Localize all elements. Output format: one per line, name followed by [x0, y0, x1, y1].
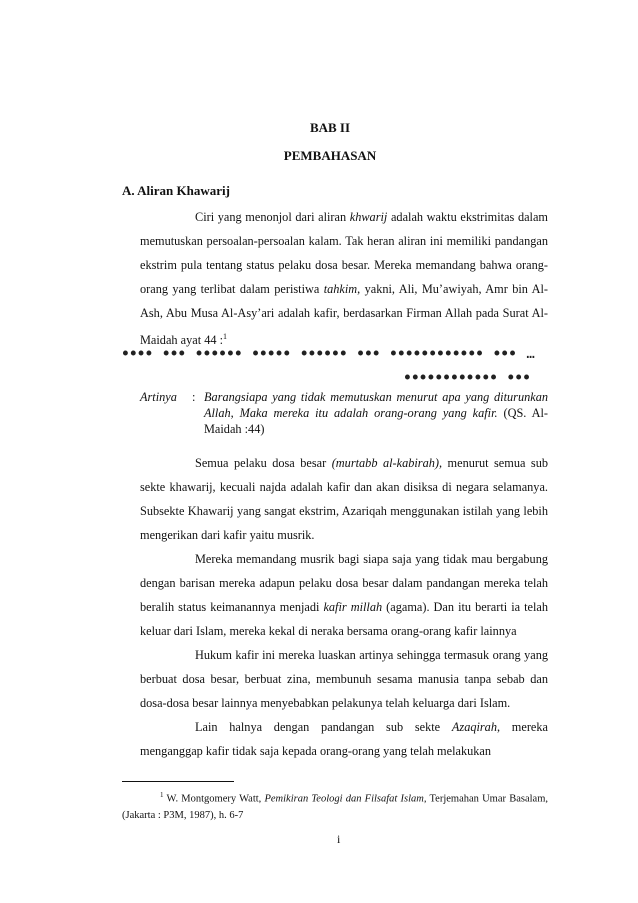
paragraph-4: Hukum kafir ini mereka luaskan artinya sehingga termasuk orang yang berbuat dosa besar, berbuat zina, membunuh sesama manusia tanpa sebab dan dosa-dosa besar lainnya menyebabkan pelakunya telah keluarga dari Islam. — [140, 648, 548, 710]
arabic-verse-line-2: ꔷꔷꔷꔷꔷꔷꔷꔷꔷꔷꔷꔷ ꔷꔷꔷ — [404, 370, 531, 386]
paragraph-1: Ciri yang menonjol dari aliran khwarij adalah waktu ekstrimitas dalam memutuskan persoalan-persoalan kalam. Tak heran aliran ini memiliki pandangan ekstrim pula tentang status pelaku dosa besar. Mereka memandang bahwa orang-orang yang terlibat dalam peristiwa tahkim, yakni, Ali, Mu’awiyah, Amr bin Al-Ash, Abu Musa Al-Asy’ari adalah kafir, berdasarkan Firman Allah pada Surat Al-Maidah ayat 44 :$^1$ — [140, 210, 549, 348]
translation-text: Barangsiapa yang tidak memutuskan menurut apa yang diturunkan Allah, Maka mereka itu adalah orang-orang yang kafir. (QS. Al-Maidah :44) — [204, 390, 548, 436]
section-heading: A. Aliran Khawarij — [122, 183, 230, 198]
translation-label: Artinya — [140, 390, 177, 404]
footnote: $^1$ W. Montgomery Watt, Pemikiran Teologi dan Filsafat Islam, Terjemahan Umar Basalam, (Jakarta : P3M, 1987), h. 6-7 — [122, 791, 548, 821]
chapter-label: BAB II — [309, 120, 351, 135]
page-number: i — [337, 832, 341, 846]
footnote-ref: 1 — [222, 332, 227, 341]
arabic-verse-line-1: ꔷꔷꔷꔷ ꔷꔷꔷ ꔷꔷꔷꔷꔷꔷ ꔷꔷꔷꔷꔷ ꔷꔷꔷꔷꔷꔷ ꔷꔷꔷ ꔷꔷꔷꔷꔷꔷꔷꔷꔷꔷꔷꔷ ꔷꔷꔷ … — [122, 346, 536, 362]
chapter-title: PEMBAHASAN — [283, 148, 377, 163]
translation-colon: : — [192, 390, 196, 404]
footnote-divider — [122, 781, 234, 782]
paragraph-2: Semua pelaku dosa besar (murtabb al-kabirah), menurut semua sub sekte khawarij, kecuali najda adalah kafir dan akan disiksa di negara selamanya. Subsekte Khawarij yang sangat ekstrim, Azariqah menggunakan istilah yang lebih mengerikan dari kafir yaitu musrik. Mereka memandang musrik bagi siapa saja yang tidak mau bergabung dengan barisan mereka adapun pelaku dosa besar dalam pandangan mereka telah beralih status keimanannya menjadi kafir millah (agama). Dan itu berarti ia telah keluar dari Islam, mereka kekal di neraka bersama orang-orang kafir lainnya Hukum kafir ini mereka luaskan artinya sehingga termasuk orang yang berbuat dosa besar, berbuat zina, membunuh sesama manusia tanpa sebab dan dosa-dosa besar lainnya menyebabkan pelakunya telah keluarga dari Islam. Lain halnya dengan pandangan sub sekte Azaqirah, mereka menganggap kafir tidak saja kepada orang-orang yang telah melakukan — [140, 456, 549, 758]
